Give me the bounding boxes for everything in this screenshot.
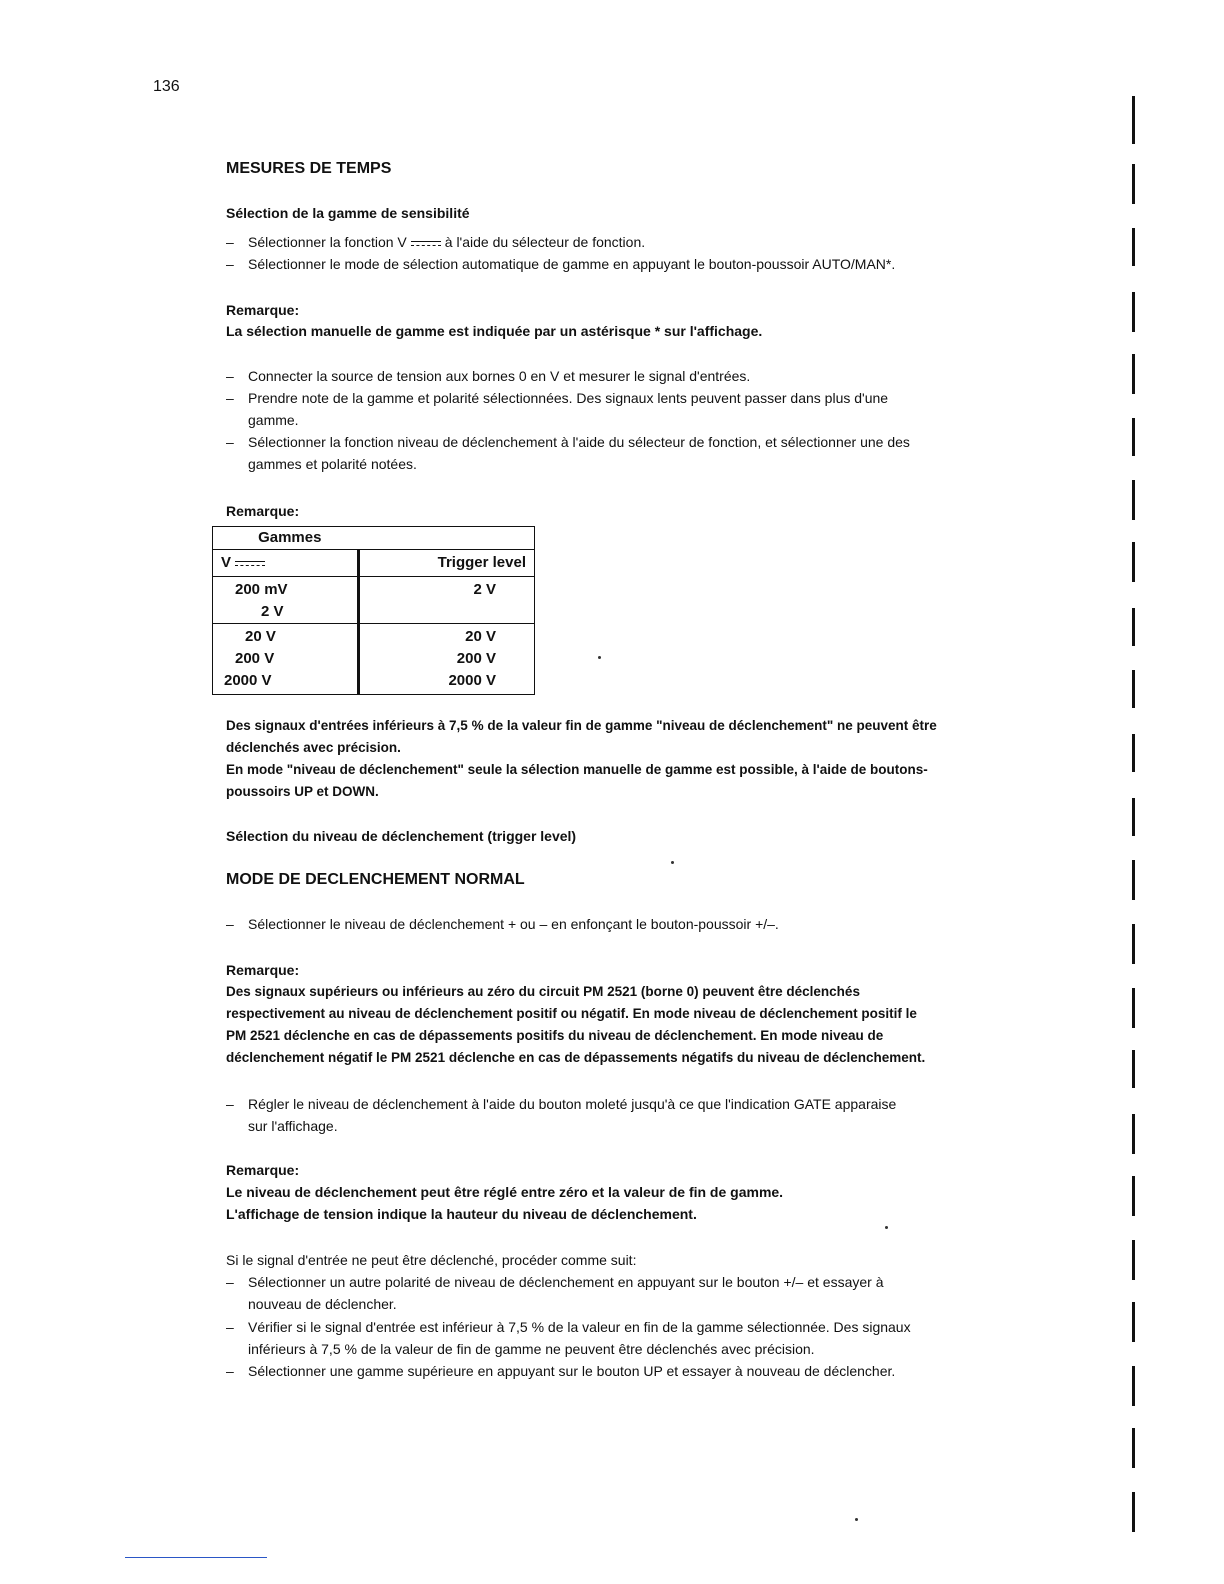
table-cell: 20 V 200 V 2000 V — [213, 624, 359, 695]
sub-heading-range-selection: Sélection de la gamme de sensibilité — [226, 205, 470, 221]
scan-speck — [855, 1518, 858, 1521]
list-item — [226, 1093, 1056, 1137]
scan-edge-mark — [1132, 354, 1135, 394]
list-item — [226, 231, 1056, 253]
table-row — [213, 577, 535, 624]
step-text: sur l'affichage. — [248, 1118, 338, 1134]
scan-edge-mark — [1132, 1050, 1135, 1088]
list-dash: – — [226, 390, 234, 406]
dc-symbol-icon — [235, 558, 265, 568]
list-item — [226, 387, 1056, 431]
fallback-intro: Si le signal d'entrée ne peut être déclenché, procéder comme suit: — [226, 1252, 637, 1268]
table-cell: 20 V 200 V 2000 V — [359, 624, 535, 695]
list-dash: – — [226, 368, 234, 384]
table-header-filler — [359, 527, 535, 550]
scan-edge-mark — [1132, 1428, 1135, 1468]
table-header-row — [213, 527, 535, 550]
dc-symbol-icon — [411, 238, 441, 248]
table-cell: 200 mV 2 V — [213, 577, 359, 624]
remark-text: La sélection manuelle de gamme est indiquée par un astérisque * sur l'affichage. — [226, 323, 763, 339]
step-text: Sélectionner la fonction V — [248, 234, 407, 250]
remark-text: PM 2521 déclenche en cas de dépassements positifs du niveau de déclenchement. En mode niveau de — [226, 1028, 884, 1043]
list-dash: – — [226, 916, 234, 932]
step-text: Connecter la source de tension aux bornes 0 en V et mesurer le signal d'entrées. — [248, 368, 751, 384]
page-number: 136 — [153, 78, 180, 95]
table-row — [213, 550, 535, 577]
mode-title: MODE DE DECLENCHEMENT NORMAL — [226, 871, 525, 888]
scan-edge-mark — [1132, 1492, 1135, 1532]
table-col-head: Trigger level — [359, 550, 535, 577]
scan-edge-mark — [1132, 860, 1135, 900]
step-text: gamme. — [248, 412, 299, 428]
table-col-head: V — [213, 550, 359, 577]
scan-edge-mark — [1132, 1176, 1135, 1216]
step-text: Sélectionner le niveau de déclenchement + ou – en enfonçant le bouton-poussoir +/–. — [248, 916, 779, 932]
scan-speck — [671, 861, 674, 864]
list-item — [226, 431, 1056, 475]
remark-text: L'affichage de tension indique la hauteur du niveau de déclenchement. — [226, 1206, 697, 1222]
step-text: Régler le niveau de déclenchement à l'aide du bouton moleté jusqu'à ce que l'indication GATE apparaise — [248, 1096, 897, 1112]
step-text: Sélectionner une gamme supérieure en appuyant sur le bouton UP et essayer à nouveau de déclencher. — [248, 1363, 896, 1379]
scan-edge-mark — [1132, 418, 1135, 456]
list-dash: – — [226, 1363, 234, 1379]
scan-edge-mark — [1132, 542, 1135, 582]
step-text: à l'aide du sélecteur de fonction. — [444, 234, 646, 250]
scan-edge-mark — [1132, 670, 1135, 708]
scan-edge-mark — [1132, 228, 1135, 266]
list-item — [226, 1271, 1056, 1315]
scan-edge-mark — [1132, 924, 1135, 964]
list-item — [226, 913, 1056, 935]
sub-heading-trigger-level: Sélection du niveau de déclenchement (trigger level) — [226, 828, 577, 844]
table-note: poussoirs UP et DOWN. — [226, 784, 379, 799]
step-text: Sélectionner la fonction niveau de déclenchement à l'aide du sélecteur de fonction, et sélectionner une des — [248, 434, 910, 450]
list-dash: – — [226, 1096, 234, 1112]
footer-rule — [125, 1557, 267, 1558]
step-text: inférieurs à 7,5 % de la valeur de fin de gamme ne peuvent être déclenchés avec précision. — [248, 1341, 815, 1357]
section-title: MESURES DE TEMPS — [226, 160, 392, 177]
step-text: Sélectionner le mode de sélection automatique de gamme en appuyant le bouton-poussoir AUTO/MAN*. — [248, 256, 896, 272]
remark-label: Remarque: — [226, 962, 300, 978]
table-cell: 2 V — [359, 577, 535, 624]
scan-speck — [598, 656, 601, 659]
table-row — [213, 624, 535, 695]
remark-text: Des signaux supérieurs ou inférieurs au zéro du circuit PM 2521 (borne 0) peuvent être déclenchés — [226, 984, 860, 999]
list-dash: – — [226, 434, 234, 450]
table-note: En mode "niveau de déclenchement" seule la sélection manuelle de gamme est possible, à l'aide de boutons- — [226, 762, 928, 777]
scan-edge-mark — [1132, 480, 1135, 520]
list-dash: – — [226, 256, 234, 272]
step-text: Prendre note de la gamme et polarité sélectionnées. Des signaux lents peuvent passer dans plus d'une — [248, 390, 889, 406]
list-item — [226, 365, 1056, 387]
scan-edge-mark — [1132, 1114, 1135, 1154]
scan-speck — [885, 1226, 888, 1229]
list-dash: – — [226, 1274, 234, 1290]
scan-edge-mark — [1132, 734, 1135, 772]
remark-text: déclenchement négatif le PM 2521 déclenche en cas de dépassements négatifs du niveau de déclenchement. — [226, 1050, 926, 1065]
remark-label: Remarque: — [226, 302, 300, 318]
table-note: déclenchés avec précision. — [226, 740, 401, 755]
list-item — [226, 1360, 1056, 1382]
scan-edge-mark — [1132, 1366, 1135, 1406]
scan-edge-mark — [1132, 988, 1135, 1028]
scan-edge-mark — [1132, 1240, 1135, 1280]
scan-edge-mark — [1132, 608, 1135, 646]
list-item — [226, 253, 1056, 275]
scan-edge-mark — [1132, 292, 1135, 332]
remark-text: Le niveau de déclenchement peut être réglé entre zéro et la valeur de fin de gamme. — [226, 1184, 784, 1200]
remark-text: respectivement au niveau de déclenchement positif ou négatif. En mode niveau de déclenchement positif le — [226, 1006, 917, 1021]
list-item — [226, 1316, 1056, 1360]
scan-edge-mark — [1132, 96, 1135, 144]
remark-label: Remarque: — [226, 503, 300, 519]
table-note: Des signaux d'entrées inférieurs à 7,5 % de la valeur fin de gamme "niveau de déclenchement" ne peuvent être — [226, 718, 937, 733]
scan-edge-mark — [1132, 164, 1135, 204]
list-dash: – — [226, 1319, 234, 1335]
scan-edge-mark — [1132, 798, 1135, 836]
step-text: gammes et polarité notées. — [248, 456, 417, 472]
list-dash: – — [226, 234, 234, 250]
step-text: Vérifier si le signal d'entrée est inférieur à 7,5 % de la valeur en fin de la gamme sélectionnée. Des signaux — [248, 1319, 911, 1335]
remark-label: Remarque: — [226, 1162, 300, 1178]
ranges-table — [212, 526, 535, 695]
scan-edge-mark — [1132, 1302, 1135, 1342]
step-text: nouveau de déclencher. — [248, 1296, 397, 1312]
table-header-cell: Gammes — [213, 527, 359, 550]
step-text: Sélectionner un autre polarité de niveau de déclenchement en appuyant sur le bouton +/– et essayer à — [248, 1274, 884, 1290]
